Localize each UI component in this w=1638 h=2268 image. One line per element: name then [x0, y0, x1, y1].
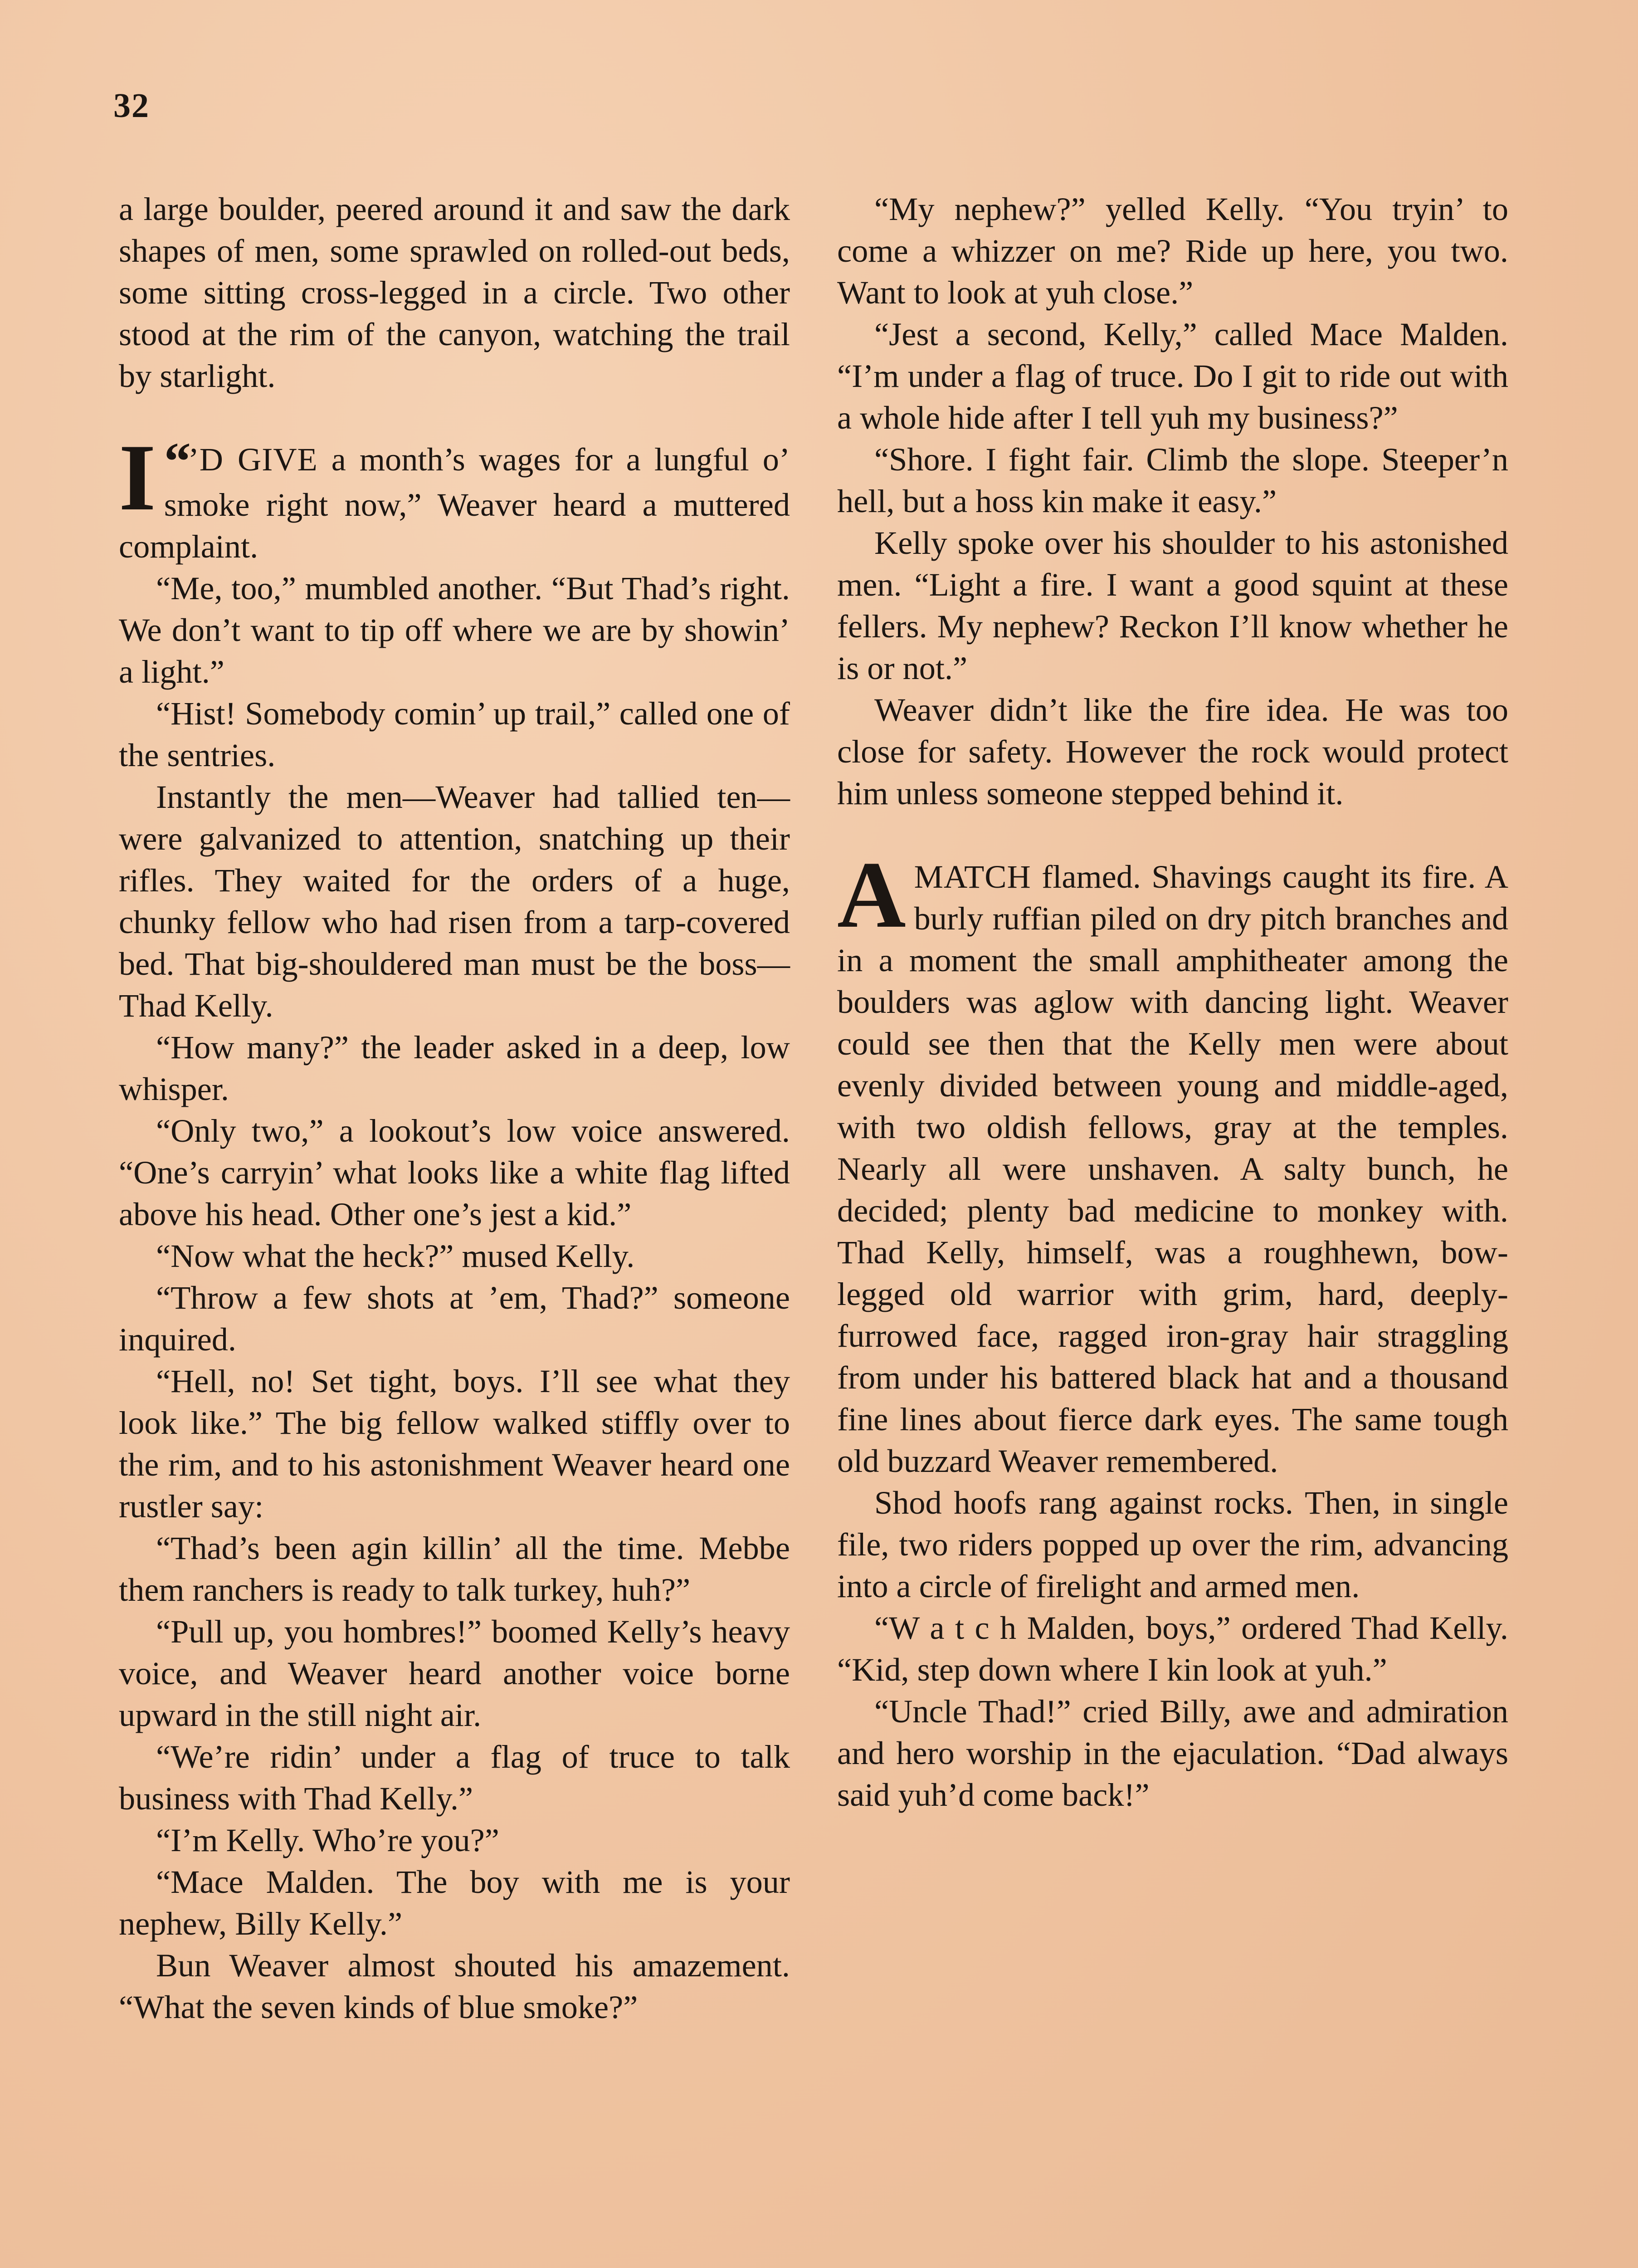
paragraph: Instantly the men—Weaver had tallied ten—were galvanized to attention, snatching up their rifles. They waited for the orders of a huge, chunky fellow who had risen from a tarp-covered bed. That big-shouldered man must be the boss—Thad Kelly.: [119, 779, 790, 1024]
left-column: [119, 188, 790, 2028]
paragraph: “Me, too,” mumbled another. “But Thad’s right. We don’t want to tip off where we are by showin’ a light.”: [119, 570, 790, 690]
paragraph-dropcap: [837, 842, 1508, 1482]
paragraph-text: a month’s wages for a lungful o’ smoke right now,” Weaver heard a muttered complaint.: [119, 441, 790, 565]
paragraph: “Uncle Thad!” cried Billy, awe and admiration and hero worship in the ejaculation. “Dad always said yuh’d come back!”: [837, 1693, 1508, 1813]
paragraph: “W a t c h Malden, boys,” ordered Thad Kelly. “Kid, step down where I kin look at yuh.”: [837, 1610, 1508, 1688]
paragraph: “How many?” the leader asked in a deep, low whisper.: [119, 1029, 790, 1107]
page-number: 32: [113, 87, 150, 125]
paragraph: “Shore. I fight fair. Climb the slope. Steeper’n hell, but a hoss kin make it easy.”: [837, 441, 1508, 519]
paragraph: “Pull up, you hombres!” boomed Kelly’s heavy voice, and Weaver heard another voice borne upward in the still night air.: [119, 1613, 790, 1733]
paragraph: a large boulder, peered around it and saw the dark shapes of men, some sprawled on rolled-out beds, some sitting cross-legged in a circle. Two other stood at the rim of the canyon, watching the trail by starlight.: [119, 191, 790, 394]
paragraph: Weaver didn’t like the fire idea. He was too close for safety. However the rock would protect him unless someone stepped behind it.: [837, 692, 1508, 811]
paragraph: Bun Weaver almost shouted his amazement. “What the seven kinds of blue smoke?”: [119, 1947, 790, 2025]
paragraph-dropcap: [119, 425, 790, 567]
paragraph: Shod hoofs rang against rocks. Then, in single file, two riders popped up over the rim, advancing into a circle of firelight and armed men.: [837, 1485, 1508, 1604]
lead-in-caps: ’D GIVE: [188, 441, 318, 478]
open-quote-glyph: “: [164, 431, 191, 491]
paragraph: “Jest a second, Kelly,” called Mace Malden. “I’m under a flag of truce. Do I git to ride out with a whole hide after I tell yuh my business?”: [837, 316, 1508, 436]
paragraph: “Mace Malden. The boy with me is your nephew, Billy Kelly.”: [119, 1864, 790, 1942]
paragraph: “Hell, no! Set tight, boys. I’ll see what they look like.” The big fellow walked stiffly over to the rim, and to his astonishment Weaver heard one rustler say:: [119, 1363, 790, 1525]
paragraph: “Throw a few shots at ’em, Thad?” someone inquired.: [119, 1280, 790, 1358]
paragraph: “Hist! Somebody comin’ up trail,” called one of the sentries.: [119, 695, 790, 773]
paragraph: “We’re ridin’ under a flag of truce to talk business with Thad Kelly.”: [119, 1739, 790, 1817]
paragraph: “Thad’s been agin killin’ all the time. Mebbe them ranchers is ready to talk turkey, huh?”: [119, 1530, 790, 1608]
paragraph: “Now what the heck?” mused Kelly.: [156, 1238, 635, 1274]
paragraph: Kelly spoke over his shoulder to his astonished men. “Light a fire. I want a good squint at these fellers. My nephew? Reckon I’ll know whether he is or not.”: [837, 525, 1508, 686]
paragraph: “Only two,” a lookout’s low voice answered. “One’s carryin’ what looks like a white flag lifted above his head. Other one’s jest a kid.”: [119, 1113, 790, 1232]
lead-in-caps: MATCH: [914, 859, 1031, 895]
right-column: [837, 188, 1508, 1816]
paragraph: “I’m Kelly. Who’re you?”: [156, 1822, 499, 1858]
paragraph-text: flamed. Shavings caught its fire. A burly ruffian piled on dry pitch branches and in a moment the small amphitheater among the boulders was aglow with dancing light. Weaver could see then that the Kelly men were about evenly divided between young and middle-aged, with two oldish fellows, gray at the temples. Nearly all were unshaven. A salty bunch, he decided; plenty bad medicine to monkey with. Thad Kelly, himself, was a roughhewn, bow-legged old warrior with grim, hard, deeply-furrowed face, ragged iron-gray hair straggling from under his battered black hat and a thousand fine lines about fierce dark eyes. The same tough old buzzard Weaver remembered.: [837, 859, 1508, 1479]
paragraph: “My nephew?” yelled Kelly. “You tryin’ to come a whizzer on me? Ride up here, you two. Want to look at yuh close.”: [837, 191, 1508, 311]
drop-cap-letter: I: [119, 425, 156, 530]
drop-cap-letter: A: [837, 842, 906, 948]
